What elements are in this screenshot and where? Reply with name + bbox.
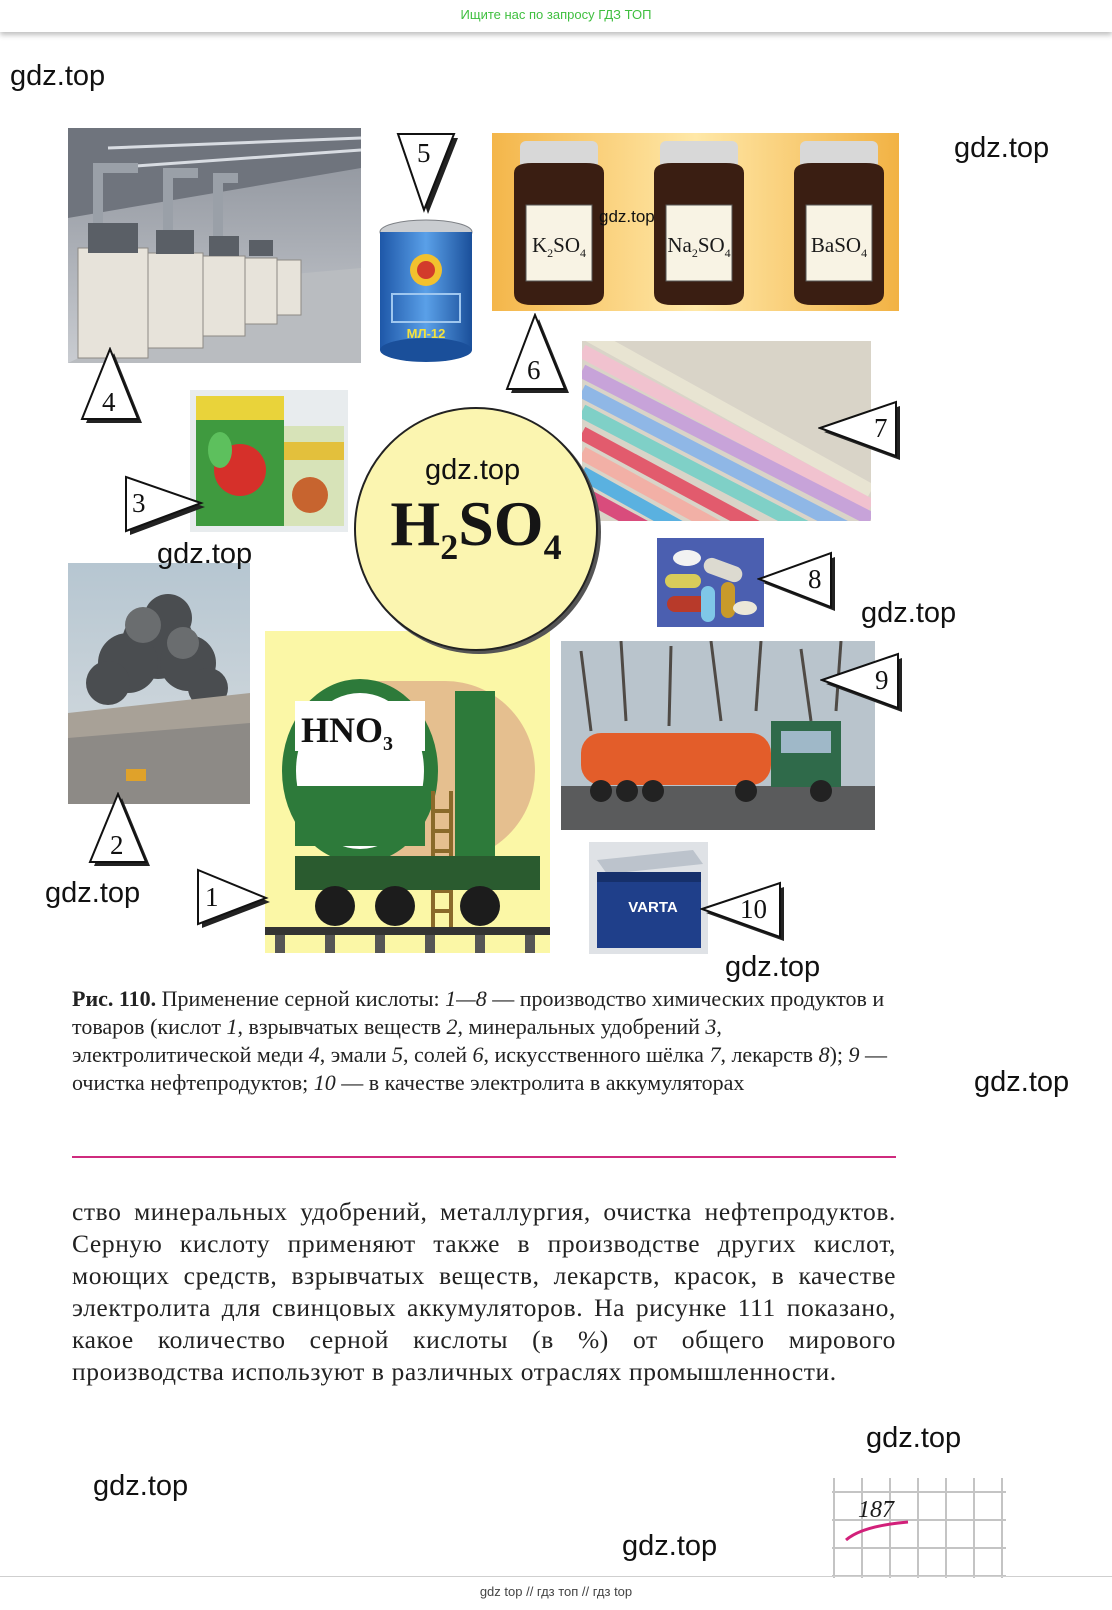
jar-label-baso4: BaSO$_4$ — [810, 233, 868, 261]
marker-6: 6 — [505, 313, 571, 395]
top-banner — [0, 0, 1112, 32]
h2so4-formula: $H_2SO_4$ — [390, 488, 562, 567]
watermark: gdz.top — [425, 454, 521, 486]
jar-label-k2so4: $K_2SO_4$ — [531, 233, 587, 261]
marker-9: 9 — [820, 652, 904, 714]
body-paragraph: ство минеральных удобрений, металлургия, очистка нефтепродуктов. Серную кислоту применяют также в производстве других кислот, моющих средств, взрывчатых веществ, лекарств, красок, в качестве электролита для свинцовых аккумуляторов. На рисунке 111 показано, какое количество серной кислоты (в %) от общего мирового производства используют в различных отраслях промышленности. — [72, 1197, 896, 1386]
marker-1: 1 — [195, 868, 275, 930]
battery-brand: VARTA — [628, 899, 678, 916]
photo-pills — [657, 538, 764, 627]
watermark: gdz.top — [157, 538, 253, 570]
footer-text: gdz top // гдз топ // гдз top — [479, 1584, 633, 1599]
watermark: gdz.top — [622, 1530, 718, 1562]
watermark: gdz.top — [866, 1422, 962, 1454]
marker-2: 2 — [86, 792, 154, 868]
caption-label: Рис. 110. — [72, 986, 157, 1011]
photo-varta-battery — [589, 842, 708, 954]
h2so4-circle — [354, 407, 598, 651]
watermark: gdz.top — [974, 1066, 1070, 1098]
watermark: gdz.top — [725, 951, 821, 983]
tank-label: $HNO_3$ — [301, 710, 394, 756]
photo-enamel-can — [376, 218, 476, 364]
caption-divider — [72, 1156, 896, 1158]
jar-label-na2so4: $Na_2SO_4$ — [667, 233, 731, 261]
watermark: gdz.top — [93, 1470, 189, 1502]
marker-8: 8 — [757, 551, 837, 613]
watermark: gdz.top — [861, 597, 957, 629]
photo-explosion — [68, 563, 250, 804]
photo-salt-jars — [492, 133, 899, 311]
marker-5: 5 — [396, 132, 460, 216]
marker-7: 7 — [818, 400, 902, 462]
marker-3: 3 — [123, 475, 209, 537]
footer-divider — [0, 1576, 1112, 1577]
photo-electrolysis-hall — [68, 128, 361, 363]
watermark: gdz.top — [10, 60, 106, 92]
banner-text: Ищите нас по запросу ГДЗ ТОП — [460, 7, 652, 22]
watermark: gdz.top — [599, 207, 655, 226]
marker-10: 10 — [700, 881, 786, 943]
page-number-grid — [832, 1478, 1006, 1578]
figure-caption: Рис. 110. Применение серной кислоты: 1—8 — производство химических продуктов и товаров (кислот 1, взрывчатых веществ 2, минеральных удобрений 3, электролитической меди 4, эмали 5, солей 6, искусственного шёлка 7, лекарств 8); 9 — очистка нефтепродуктов; 10 — в качестве электролита в аккумуляторах — [72, 986, 888, 1095]
watermark: gdz.top — [954, 132, 1050, 164]
marker-4: 4 — [80, 347, 144, 425]
photo-hno3-tank-car — [265, 631, 550, 953]
watermark: gdz.top — [45, 877, 141, 909]
photo-fertilizer-bags — [190, 390, 348, 532]
page-number: 187 — [858, 1497, 894, 1523]
can-label: МЛ-12 — [406, 326, 446, 341]
